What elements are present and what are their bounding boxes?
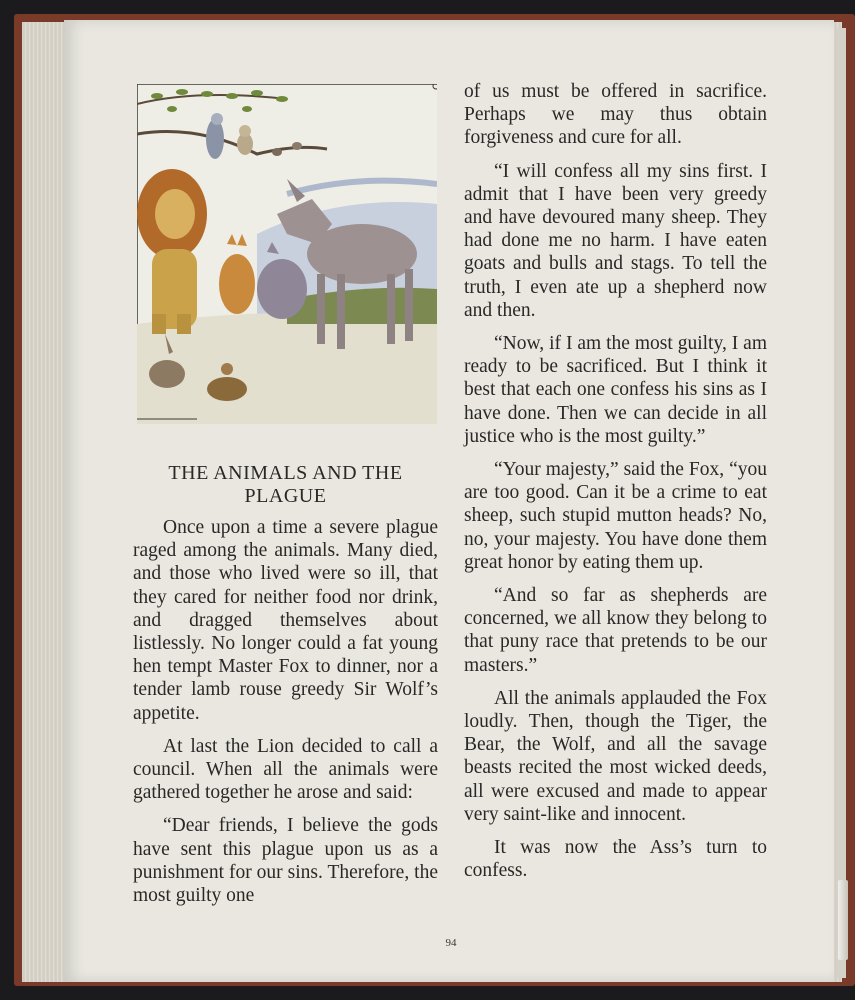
paragraph: “Dear friends, I believe the gods have sent this plague upon us as a punishment for our sins. Therefore, the most guilty one	[133, 815, 438, 907]
next-page-edge	[836, 28, 846, 978]
right-column	[464, 80, 767, 893]
page-clip	[838, 880, 848, 960]
paragraph: All the animals applauded the Fox loudly. Then, though the Tiger, the Bear, the Wolf, and all the savage beasts recited the most wicked deeds, all were excused and made to appear very saint-like and innocent.	[464, 687, 767, 825]
paragraph: Once upon a time a severe plague raged among the animals. Many died, and those who lived were so ill, that they cared for neither food nor drink, and dragged themselves about listlessly. No longer could a fat young hen tempt Master Fox to dinner, nor a tender lamb rouse greedy Sir Wolf’s appetite.	[133, 517, 438, 724]
paragraph: “And so far as shepherds are concerned, we all know they belong to that puny race that pretends to be our masters.”	[464, 585, 767, 676]
paragraph: At last the Lion decided to call a council. When all the animals were gathered together he arose and said:	[133, 735, 438, 804]
story-title: THE ANIMALS AND THE PLAGUE	[168, 462, 403, 507]
paragraph: “Your majesty,” said the Fox, “you are too good. Can it be a crime to eat sheep, such stupid mutton heads? No, no, your majesty. You have done them great honor by eating them up.	[464, 459, 767, 573]
left-column	[133, 462, 438, 917]
paragraph: It was now the Ass’s turn to confess.	[464, 837, 767, 882]
paragraph: “I will confess all my sins first. I admit that I have been very greedy and have devoured many sheep. They had done me no harm. I have eaten goats and bulls and stags. To tell the truth, I even ate up a shepherd now and then.	[464, 160, 767, 321]
paragraph: of us must be offered in sacrifice. Perhaps we may thus obtain forgiveness and cure for all.	[464, 81, 767, 149]
page-number: 94	[445, 937, 457, 949]
fable-illustration	[137, 84, 437, 424]
paragraph: “Now, if I am the most guilty, I am ready to be sacrificed. But I think it best that each one confess his sins as I have done. Then we can decide in all justice who is the most guilty.”	[464, 333, 767, 447]
